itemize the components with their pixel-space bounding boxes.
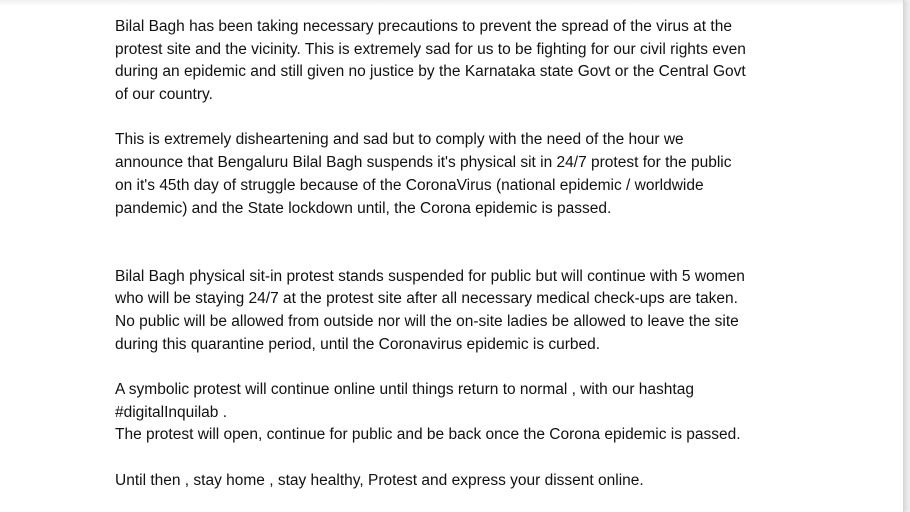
hashtag-line: #digitalInquilab . <box>115 403 228 421</box>
text-line: pandemic) and the State lockdown until, the Corona epidemic is passed. <box>115 199 612 217</box>
text-line: protest site and the vicinity. This is extremely sad for us to be fighting for our civil rights even <box>115 40 746 58</box>
page-top-shadow <box>0 0 903 6</box>
text-line: of our country. <box>115 86 213 104</box>
text-line: No public will be allowed from outside nor will the on-site ladies be allowed to leave the site <box>115 312 739 330</box>
paragraph-spacer <box>115 356 805 379</box>
text-line: A symbolic protest will continue online until things return to normal , with our hashtag <box>115 381 694 399</box>
text-line: on it's 45th day of struggle because of the CoronaVirus (national epidemic / worldwide <box>115 176 704 194</box>
text-line: during an epidemic and still given no justice by the Karnataka state Govt or the Central Govt <box>115 63 746 81</box>
paragraph-spacer <box>115 220 805 265</box>
paragraph-five-women <box>115 266 805 357</box>
text-line: This is extremely disheartening and sad but to comply with the need of the hour we <box>115 131 684 149</box>
paragraph-closing <box>115 470 805 493</box>
text-line: who will be staying 24/7 at the protest site after all necessary medical check-ups are taken. <box>115 290 738 308</box>
statement-body <box>115 16 805 492</box>
paragraph-spacer <box>115 107 805 130</box>
paragraph-precautions <box>115 16 805 107</box>
text-line: The protest will open, continue for public and be back once the Corona epidemic is passed. <box>115 426 741 444</box>
text-line: Bilal Bagh physical sit-in protest stands suspended for public but will continue with 5 women <box>115 267 745 285</box>
text-line: announce that Bengaluru Bilal Bagh suspends it's physical sit in 24/7 protest for the public <box>115 154 732 172</box>
text-line: Until then , stay home , stay healthy, Protest and express your dissent online. <box>115 471 644 489</box>
paragraph-online-protest <box>115 379 805 447</box>
text-line: Bilal Bagh has been taking necessary precautions to prevent the spread of the virus at the <box>115 18 732 35</box>
paragraph-spacer <box>115 447 805 470</box>
text-line: during this quarantine period, until the Coronavirus epidemic is curbed. <box>115 335 601 353</box>
paragraph-suspension-announcement <box>115 129 805 220</box>
